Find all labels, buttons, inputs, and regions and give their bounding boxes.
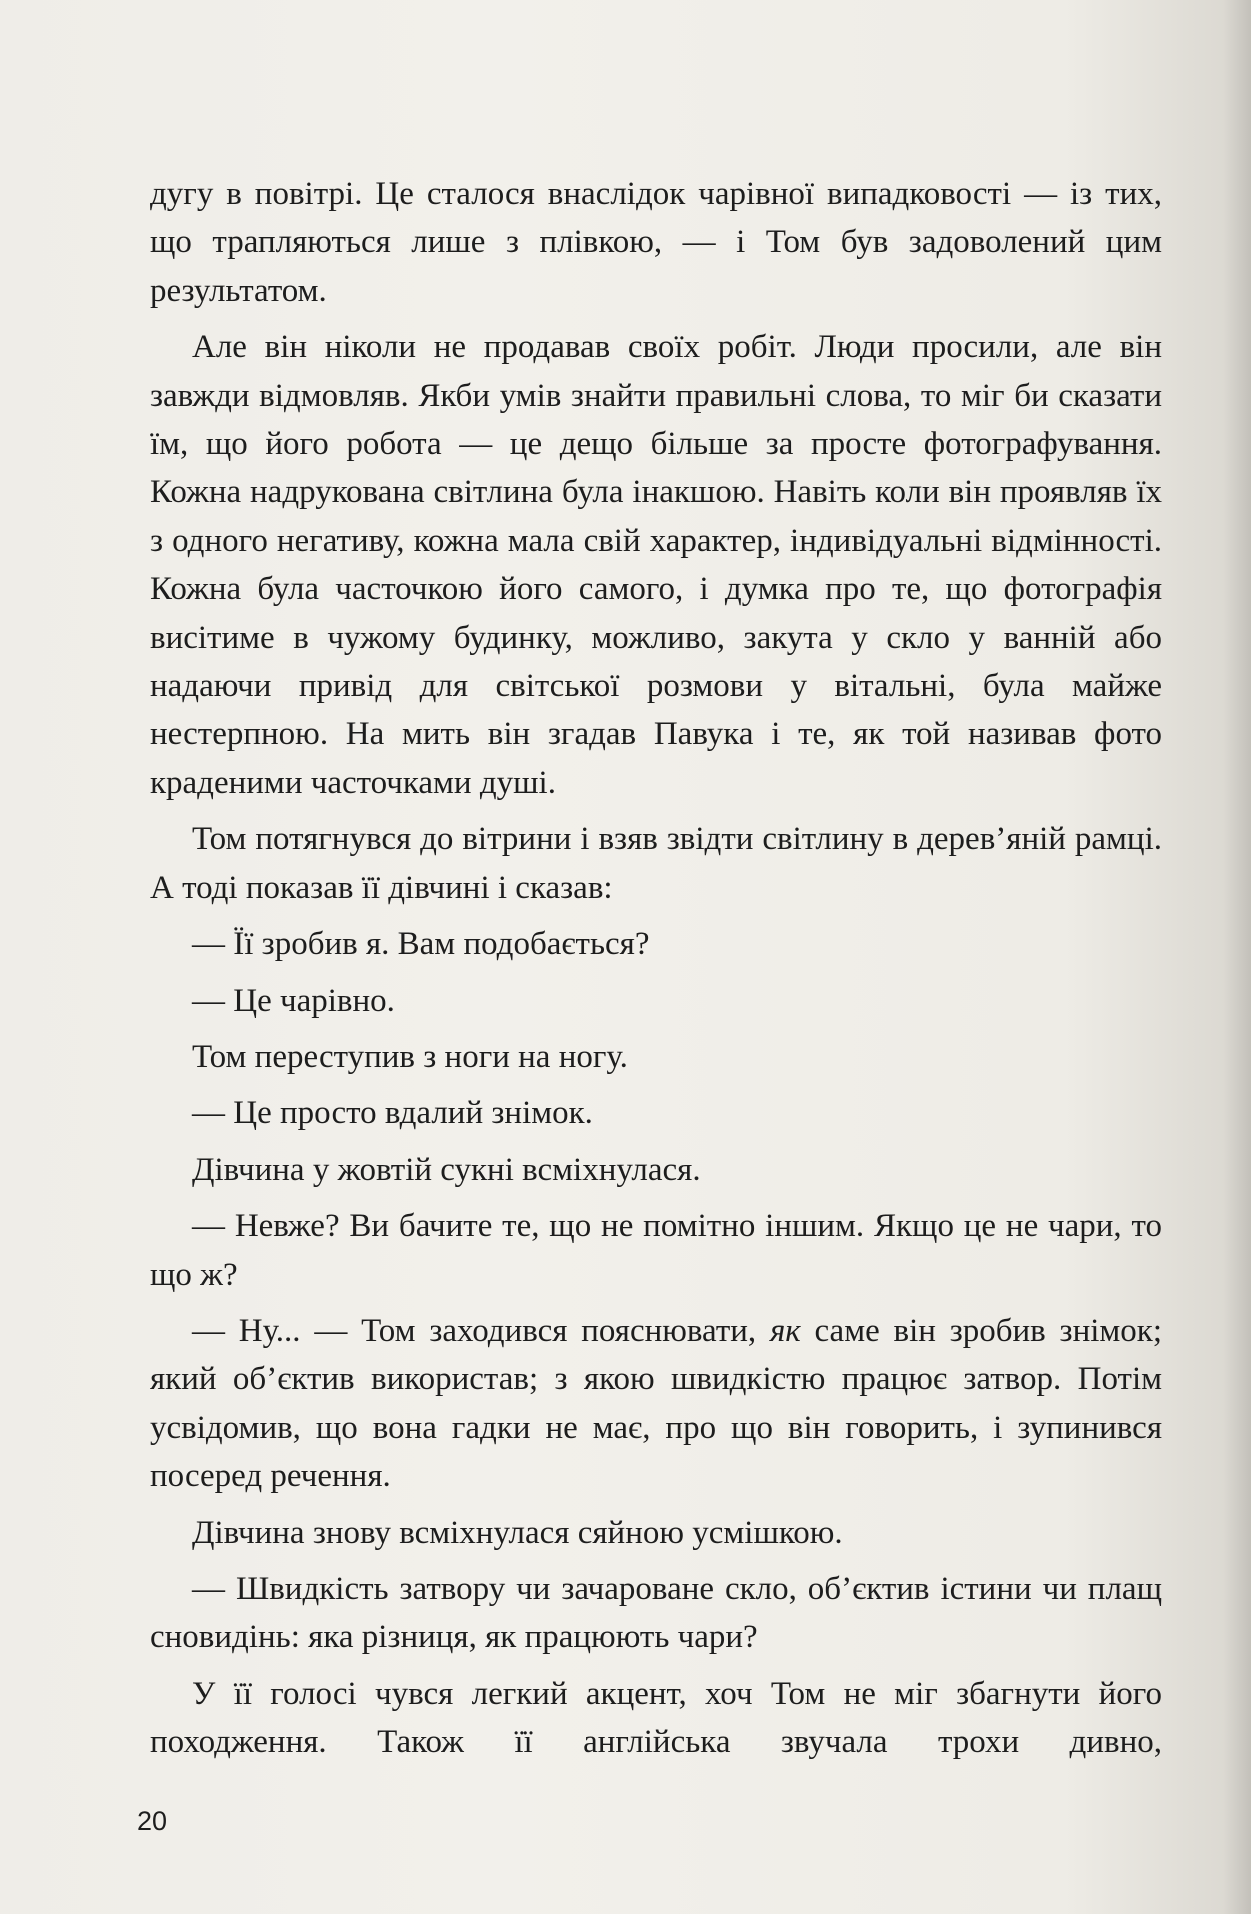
- dialogue-line: — Ну... — Том заходився пояснювати, як саме він зробив знімок; який об’єктив використав; з якою швидкістю працює затвор. Потім усвідомив, що вона гадки не має, про що він говорить, і зупинився посеред речення.: [150, 1312, 1162, 1495]
- dialogue-line: — Швидкість затвору чи зачароване скло, об’єктив істини чи плащ сновидінь: яка різниця, як працюють чари?: [150, 1570, 1162, 1656]
- paragraph: Дівчина у жовтій сукні всміхнулася.: [192, 1151, 701, 1188]
- paragraph: Том потягнувся до вітрини і взяв звідти світлину в дерев’яній рамці. А тоді показав її дівчині і сказав:: [150, 821, 1162, 906]
- paragraph-continuation: дугу в повітрі. Це сталося внаслідок чарівної випадковості — із тих, що трапляються лише з плівкою, — і Том був задоволений цим результатом.: [150, 176, 1162, 309]
- paragraph: Том переступив з ноги на ногу.: [192, 1038, 628, 1075]
- paragraph-runover: У її голосі чувся легкий акцент, хоч Том не міг збагнути його походження. Також її англійська звучала трохи дивно,: [150, 1675, 1162, 1761]
- page-number: 20: [137, 1806, 168, 1836]
- dialogue-line: — Це чарівно.: [192, 982, 395, 1019]
- dialogue-line: — Її зробив я. Вам подобається?: [192, 926, 650, 963]
- page-edge-shadow: [1223, 0, 1251, 1914]
- paragraph: Дівчина знову всміхнулася сяйною усмішкою.: [192, 1514, 843, 1551]
- emphasis: як: [769, 1312, 801, 1349]
- paragraph: Але він ніколи не продавав своїх робіт. Люди просили, але він завжди відмовляв. Якби умів знайти правильні слова, то міг би сказати їм, що його робота — це дещо більше за просте фотографування. Кожна надрукована світлина була інакшою. Навіть коли він проявляв їх з одного негативу, кожна мала свій характер, індивідуальні відмінності. Кожна була часточкою його самого, і думка про те, що фотографія висітиме в чужому будинку, можливо, закута у скло у ванній або надаючи привід для світської розмови у вітальні, була майже нестерпною. На мить він згадав Павука і те, як той називав фото краденими часточками душі.: [150, 329, 1162, 801]
- body-text: [150, 170, 1162, 1775]
- dialogue-line: — Невже? Ви бачите те, що не помітно іншим. Якщо це не чари, то що ж?: [150, 1208, 1162, 1293]
- dialogue-line: — Це просто вдалий знімок.: [192, 1095, 593, 1132]
